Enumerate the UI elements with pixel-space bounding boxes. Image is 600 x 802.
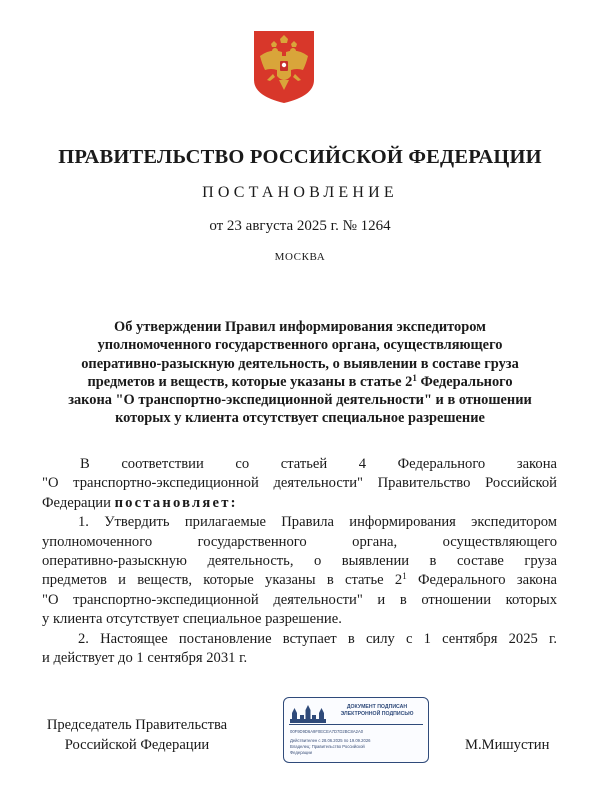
document-type: ПОСТАНОВЛЕНИЕ: [202, 184, 398, 201]
stamp-validity: Действителен с 28.06.2025 по 19.09.2026: [290, 738, 371, 743]
heading-text: предметов и веществ, которые указаны в статье 2: [87, 373, 413, 390]
stamp-title-line: ЭЛЕКТРОННОЙ ПОДПИСЬЮ: [340, 711, 414, 717]
body-line: "О транспортно-экспедиционной деятельности" и в отношении которых: [42, 591, 557, 608]
coat-of-arms-icon: [253, 30, 315, 104]
heading-line: которых у клиента отсутствует специальное разрешение: [115, 410, 485, 427]
body-line: В соответствии со статьей 4 Федерального закона: [80, 456, 557, 472]
signatory-position: [42, 716, 232, 755]
body-text: Федерации: [42, 494, 115, 511]
stamp-divider: [289, 724, 423, 725]
kremlin-icon: [290, 705, 326, 723]
stamp-owner: Владелец: Правительство Российской: [290, 744, 365, 749]
body-line: оперативно-разыскную деятельность, о выявлении в составе груза: [42, 553, 557, 570]
heading-text: Федерального: [416, 373, 513, 390]
emblem-graphic: [253, 30, 315, 104]
heading-line: оперативно-разыскную деятельность, о выявлении в составе груза: [81, 355, 519, 372]
document-city: МОСКВА: [274, 251, 326, 263]
document-body: [42, 455, 557, 668]
body-line: 1. Утвердить прилагаемые Правила информирования экспедитором: [78, 514, 557, 531]
heading-line: уполномоченного государственного органа, осуществляющего: [97, 337, 503, 354]
stamp-title: [330, 704, 424, 718]
body-line: у клиента отсутствует специальное разрешение.: [42, 611, 342, 628]
body-line: 2. Настоящее постановление вступает в силу с 1 сентября 2025 г.: [78, 630, 557, 647]
body-superscript: 1: [402, 571, 407, 582]
body-line: [42, 571, 557, 590]
heading-line: Об утверждении Правил информирования экспедитором: [114, 319, 486, 335]
body-line: [42, 494, 557, 513]
stamp-owner: Федерации: [290, 750, 312, 755]
government-title: ПРАВИТЕЛЬСТВО РОССИЙСКОЙ ФЕДЕРАЦИИ: [58, 146, 542, 168]
body-text: Федерального закона: [406, 572, 557, 589]
heading-superscript: 1: [412, 372, 417, 383]
electronic-signature-stamp: [283, 697, 429, 763]
body-line: и действует до 1 сентября 2031 г.: [42, 650, 248, 667]
heading-line: [40, 373, 560, 391]
document-heading: [40, 318, 560, 428]
position-line: Российской Федерации: [64, 736, 210, 753]
signatory-name: М.Мишустин: [465, 737, 550, 753]
stamp-title-line: ДОКУМЕНТ ПОДПИСАН: [346, 704, 408, 710]
body-line: "О транспортно-экспедиционной деятельности" Правительство Российской: [42, 475, 557, 492]
position-line: Председатель Правительства: [46, 717, 228, 733]
body-line: уполномоченного государственного органа, осуществляющего: [42, 533, 557, 550]
document-date-number: от 23 августа 2025 г. № 1264: [209, 218, 391, 234]
body-text: предметов и веществ, которые указаны в статье 2: [42, 572, 403, 589]
stamp-certificate: 00F9D9D6A9F0ECEA7D7D2BC8A2A0: [290, 729, 364, 734]
heading-line: закона "О транспортно-экспедиционной деятельности" и в отношении: [68, 392, 532, 409]
decree-word: постановляет:: [114, 494, 238, 511]
